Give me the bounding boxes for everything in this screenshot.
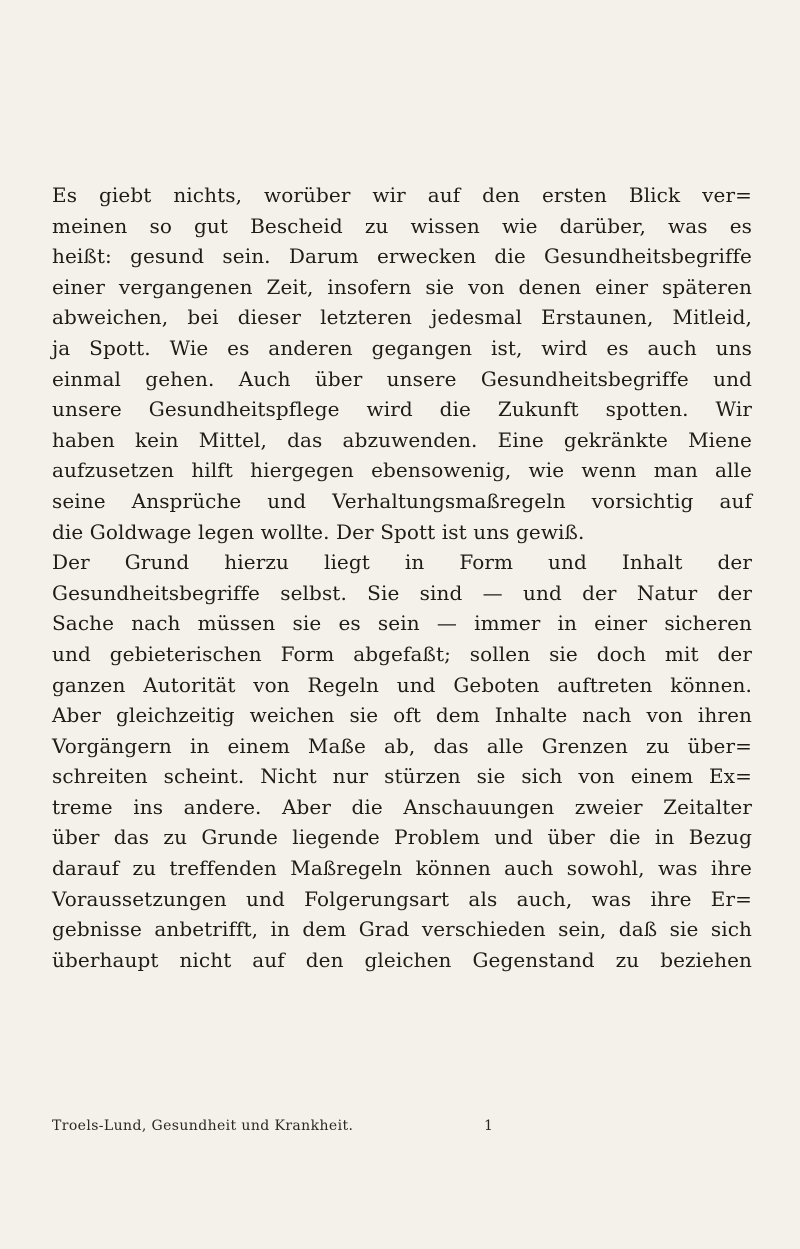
- text-line: aufzusetzen hilft hiergegen ebensowenig, wie wenn man alle: [52, 458, 752, 483]
- text-line: schreiten scheint. Nicht nur stürzen sie sich von einem Ex=: [52, 764, 752, 789]
- text-line: Es giebt nichts, worüber wir auf den ersten Blick ver=: [52, 183, 752, 207]
- text-line: seine Ansprüche und Verhaltungsmaßregeln vorsichtig auf: [52, 488, 752, 513]
- text-line: meinen so gut Bescheid zu wissen wie darüber, was es: [52, 213, 752, 238]
- text-line: einmal gehen. Auch über unsere Gesundheitsbegriffe und: [52, 366, 752, 391]
- text-line: überhaupt nicht auf den gleichen Gegenstand zu beziehen: [52, 947, 752, 972]
- printer-signature: Troels-Lund, Gesundheit und Krankheit.: [52, 1118, 354, 1134]
- text-line: abweichen, bei dieser letzteren jedesmal Erstaunen, Mitleid,: [52, 305, 752, 330]
- text-line: ganzen Autorität von Regeln und Geboten auftreten können.: [52, 672, 752, 697]
- text-line: über das zu Grunde liegende Problem und über die in Bezug: [52, 825, 752, 850]
- text-line: Gesundheitsbegriffe selbst. Sie sind — und der Natur der: [52, 580, 752, 605]
- text-line: und gebieterischen Form abgefaßt; sollen sie doch mit der: [52, 641, 752, 666]
- text-line: Sache nach müssen sie es sein — immer in einer sicheren: [52, 611, 752, 636]
- text-line: haben kein Mittel, das abzuwenden. Eine gekränkte Miene: [52, 427, 752, 452]
- text-line: heißt: gesund sein. Darum erwecken die Gesundheitsbegriffe: [52, 244, 752, 269]
- text-line: Der Grund hierzu liegt in Form und Inhalt der: [52, 550, 752, 575]
- sheet-number: 1: [484, 1118, 493, 1134]
- text-line: die Goldwage legen wollte. Der Spott ist uns gewiß.: [52, 519, 585, 544]
- text-line: ja Spott. Wie es anderen gegangen ist, wird es auch uns: [52, 335, 752, 360]
- text-line: Voraussetzungen und Folgerungsart als auch, was ihre Er=: [52, 886, 752, 911]
- text-line: einer vergangenen Zeit, insofern sie von denen einer späteren: [52, 274, 752, 299]
- text-line: Aber gleichzeitig weichen sie oft dem Inhalte nach von ihren: [52, 703, 752, 728]
- text-line: darauf zu treffenden Maßregeln können auch sowohl, was ihre: [52, 856, 752, 881]
- text-line: gebnisse anbetrifft, in dem Grad verschieden sein, daß sie sich: [52, 917, 752, 942]
- text-line: unsere Gesundheitspflege wird die Zukunft spotten. Wir: [52, 397, 752, 422]
- text-line: Vorgängern in einem Maße ab, das alle Grenzen zu über=: [52, 733, 752, 758]
- text-line: treme ins andere. Aber die Anschauungen zweier Zeitalter: [52, 794, 752, 819]
- body-text: [52, 180, 752, 975]
- page-footer: [52, 1114, 752, 1138]
